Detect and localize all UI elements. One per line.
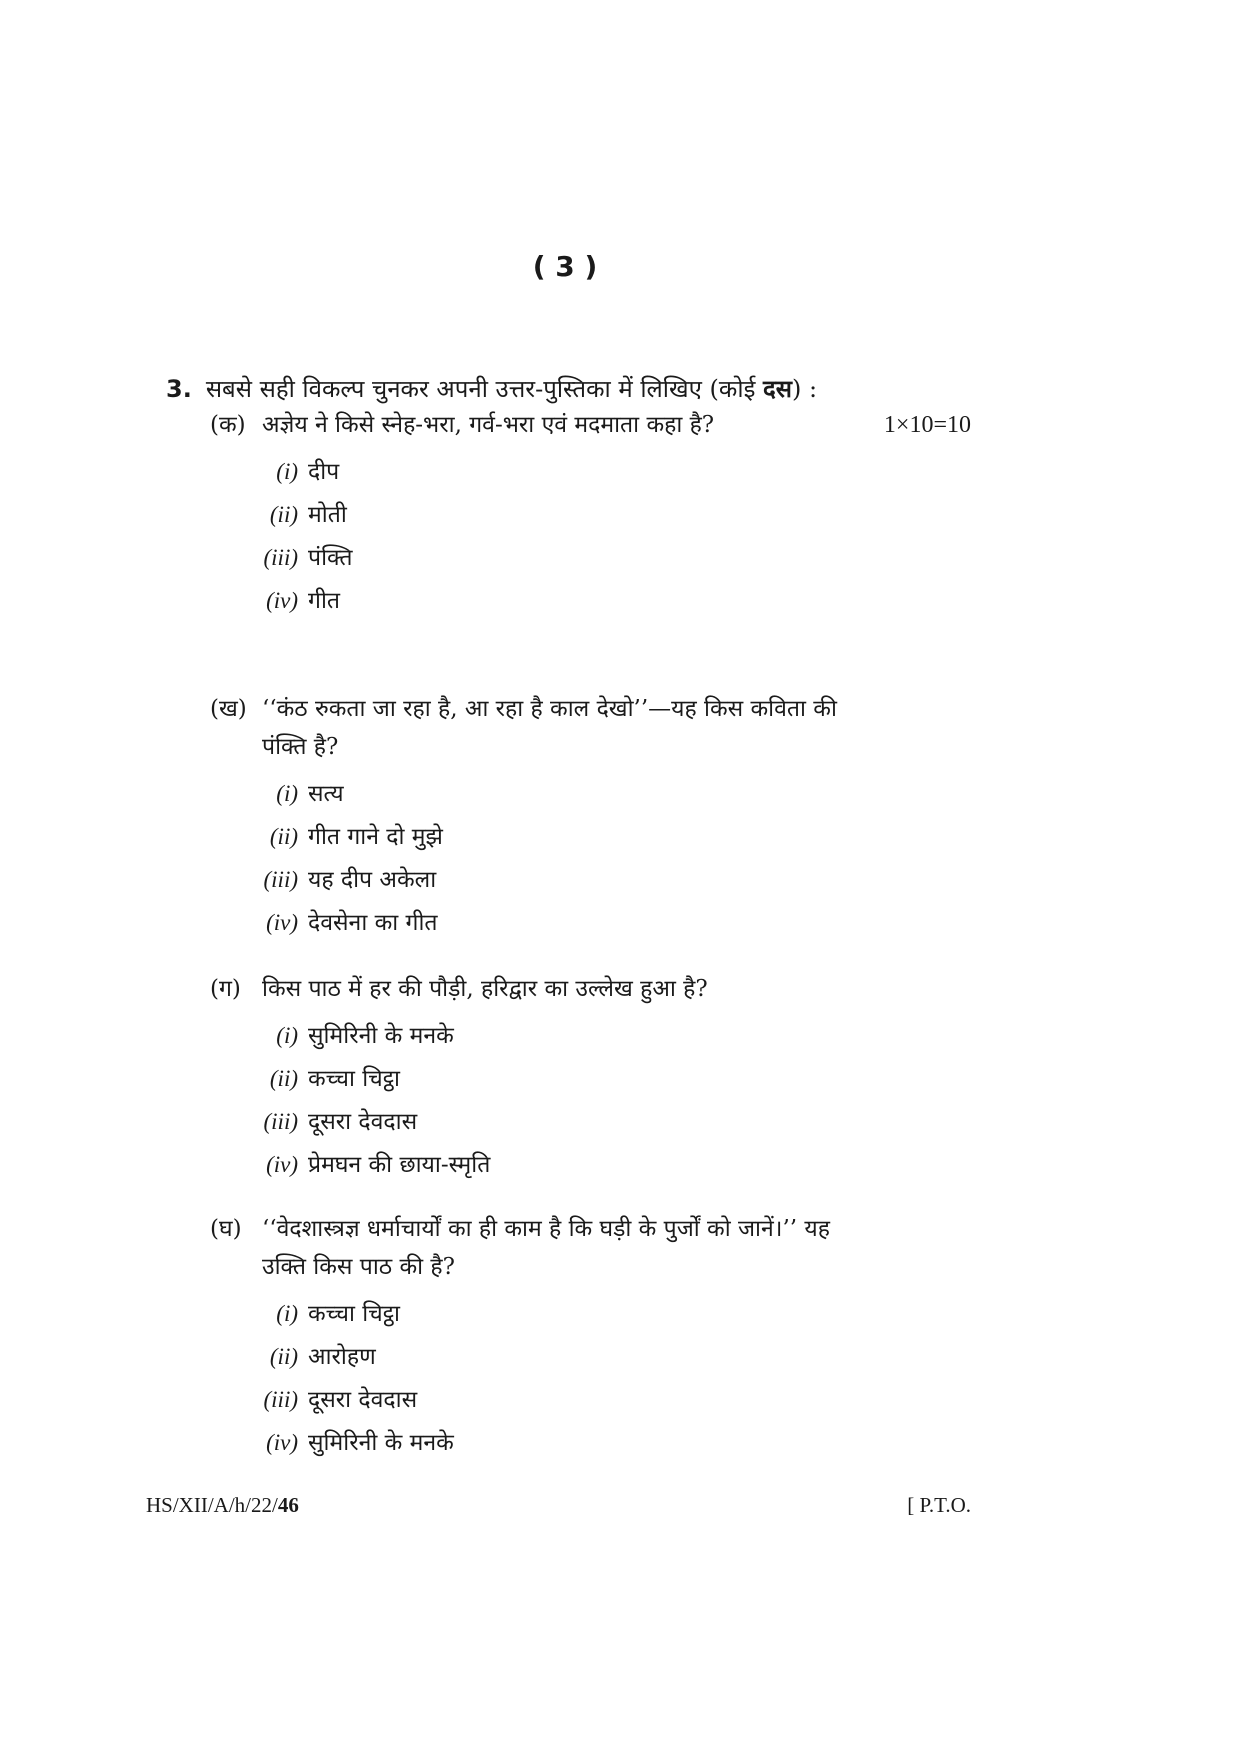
subquestion-text-continued: पंक्ति है? [262,734,339,760]
option: (iv) सुमिरिनी के मनके [266,1430,454,1456]
subquestion-ga [210,970,930,1186]
marks: 1×10=10 [883,412,971,438]
question-text: सबसे सही विकल्प चुनकर अपनी उत्तर-पुस्तिका में लिखिए (कोई दस) : [205,374,818,403]
subquestion-label: (ग) [210,976,241,1002]
option: (i) कच्चा चिट्ठा [276,1301,400,1327]
question-heading [166,372,817,405]
option: (iv) प्रेमघन की छाया-स्मृति [266,1152,491,1178]
option: (iii) यह दीप अकेला [263,867,437,893]
question-emphasis: दस [762,374,792,403]
option: (i) सत्य [276,781,344,807]
options-list [210,1292,930,1464]
options-list [210,1014,930,1186]
subquestion-label: (क) [210,412,246,438]
option: (ii) आरोहण [269,1344,376,1370]
option: (ii) गीत गाने दो मुझे [269,824,443,850]
subquestion-text-continued: उक्ति किस पाठ की है? [262,1254,455,1280]
option: (ii) मोती [269,502,347,528]
subquestion-label: (घ) [210,1216,242,1242]
subquestion-text: ‘‘कंठ रुकता जा रहा है, आ रहा है काल देखो’’—यह किस कविता की [262,696,837,722]
option: (i) दीप [276,459,340,485]
option: (ii) कच्चा चिट्ठा [269,1066,400,1092]
page-number: ( 3 ) [532,250,598,283]
option: (i) सुमिरिनी के मनके [276,1023,454,1049]
subquestion-gha [210,1210,930,1464]
paper-code: HS/XII/A/h/22/46 [146,1493,299,1517]
options-list [210,450,930,622]
subquestion-text: किस पाठ में हर की पौड़ी, हरिद्वार का उल्लेख हुआ है? [262,976,708,1002]
option: (iv) देवसेना का गीत [266,910,438,936]
option: (iii) पंक्ति [263,545,353,571]
subquestion-label: (ख) [210,696,247,722]
subquestion-text: अज्ञेय ने किसे स्नेह-भरा, गर्व-भरा एवं मदमाता कहा है? [262,412,715,438]
options-list [210,772,930,944]
subquestion-ka [210,406,930,622]
question-number: 3. [166,375,192,403]
option: (iv) गीत [266,588,341,614]
subquestion-text: ‘‘वेदशास्त्रज्ञ धर्माचार्यों का ही काम है कि घड़ी के पुर्जों को जानें।’’ यह [262,1216,830,1242]
pto-note: [ P.T.O. [907,1493,971,1517]
subquestion-kha [210,690,930,944]
option: (iii) दूसरा देवदास [263,1109,418,1135]
option: (iii) दूसरा देवदास [263,1387,418,1413]
